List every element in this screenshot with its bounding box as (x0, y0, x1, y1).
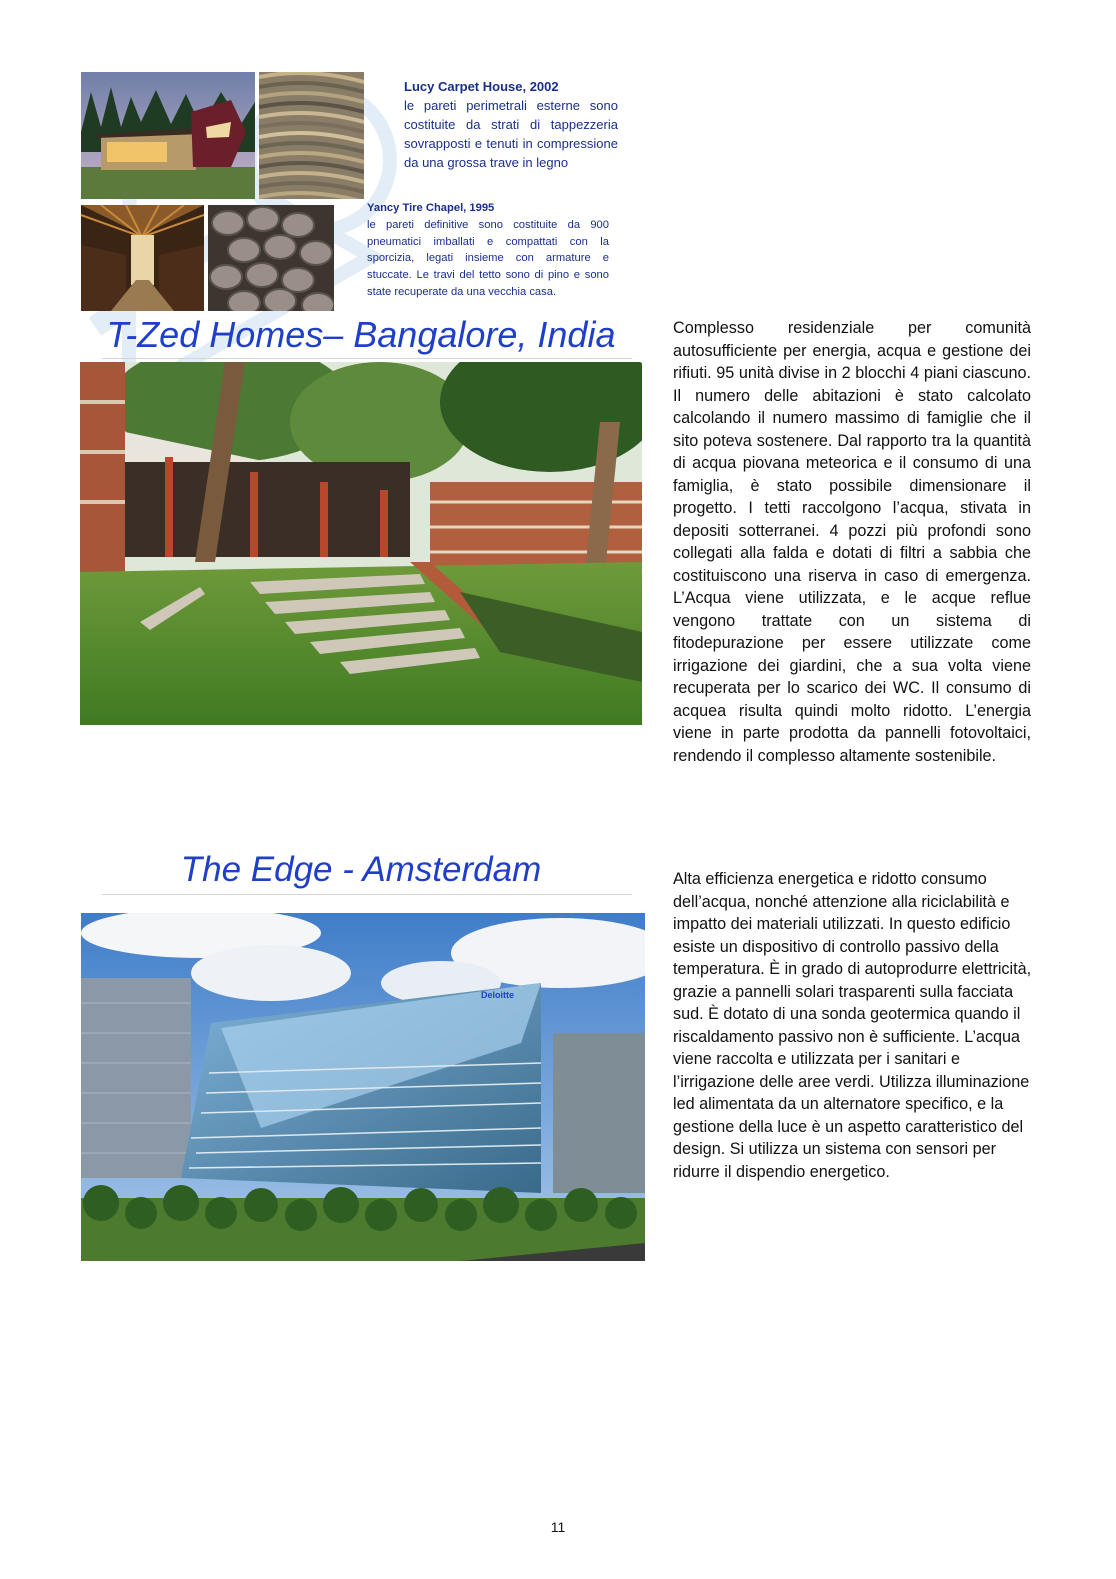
page-number: 11 (550, 1519, 566, 1535)
tire-chapel-interior-photo (81, 205, 204, 311)
yancy-chapel-title: Yancy Tire Chapel, 1995 (367, 202, 495, 214)
tzed-heading: T-Zed Homes– Bangalore, India (106, 314, 616, 355)
tzed-description: Complesso residenziale per comunità autosufficiente per energia, acqua e gestione dei rifiuti. 95 unità divise in 2 blocchi 4 piani ciascuno. Il numero delle abitazioni è stato calcolato calcolando il numero massimo di famiglie che il sito poteva sostenere. Dal rapporto tra la quantità di acqua piovana meteorica e il consumo di una famiglia, è stato possibile dimensionare il progetto. I tetti raccolgono l’acqua, stivata in depositi sotterranei. 4 pozzi più profondi sono collegati alla falda e dotati di filtri a sabbia che costituiscono una riserva in caso di emergenza. L’Acqua viene utilizzata, e le acque reflue vengono trattate con un sistema di fitodepurazione per essere utilizzate come irrigazione dei giardini, che a sua volta viene recuperata per lo scarico dei WC. Il consumo di acquea risulta quindi molto ridotto. L’energia viene in parte prodotta da pannelli fotovoltaici, rendendo il complesso altamente sostenibile. (673, 319, 1031, 765)
lucy-carpet-caption (404, 77, 618, 172)
lucy-carpet-title: Lucy Carpet House, 2002 (404, 79, 559, 94)
lucy-carpet-description: le pareti perimetrali esterne sono costituite da strati di tappezzeria sovrapposti e tenuti in compressione da una grossa trave in legno (404, 98, 618, 170)
yancy-chapel-description: le pareti definitive sono costituite da 900 pneumatici imballati e compattati con la sporcizia, legati insieme con armature e stuccate. Le travi del tetto sono di pino e sono state recuperate da una vecchia casa. (367, 218, 609, 298)
tire-wall-photo (208, 205, 334, 311)
tzed-homes-photo (80, 362, 642, 725)
the-edge-photo (81, 913, 645, 1261)
edge-heading-divider (102, 894, 632, 895)
edge-heading: The Edge - Amsterdam (180, 850, 542, 889)
tzed-heading-divider (102, 358, 632, 359)
edge-description: Alta efficienza energetica e ridotto consumo dell’acqua, nonché attenzione alla riciclabilità e impatto dei materiali utilizzati. In questo edificio esiste un dispositivo di controllo passivo della temperatura. È in grado di autoprodurre elettricità, grazie a pannelli solari trasparenti sulla facciata sud. È dotato di una sonda geotermica quando il riscaldamento passivo non è sufficiente. L’acqua viene raccolta e utilizzata per i sanitari e l’irrigazione delle aree verdi. Utilizza illuminazione led alimentata da un alternatore specifico, e la gestione della luce è un aspetto caratteristico del design. Si utilizza un sistema con sensori per ridurre il dispendio energetico. (673, 870, 1032, 1181)
lucy-house-photo (81, 72, 255, 199)
yancy-chapel-caption (367, 200, 609, 301)
carpet-layers-photo (259, 72, 364, 199)
deloitte-sign: Deloitte (481, 990, 515, 1000)
